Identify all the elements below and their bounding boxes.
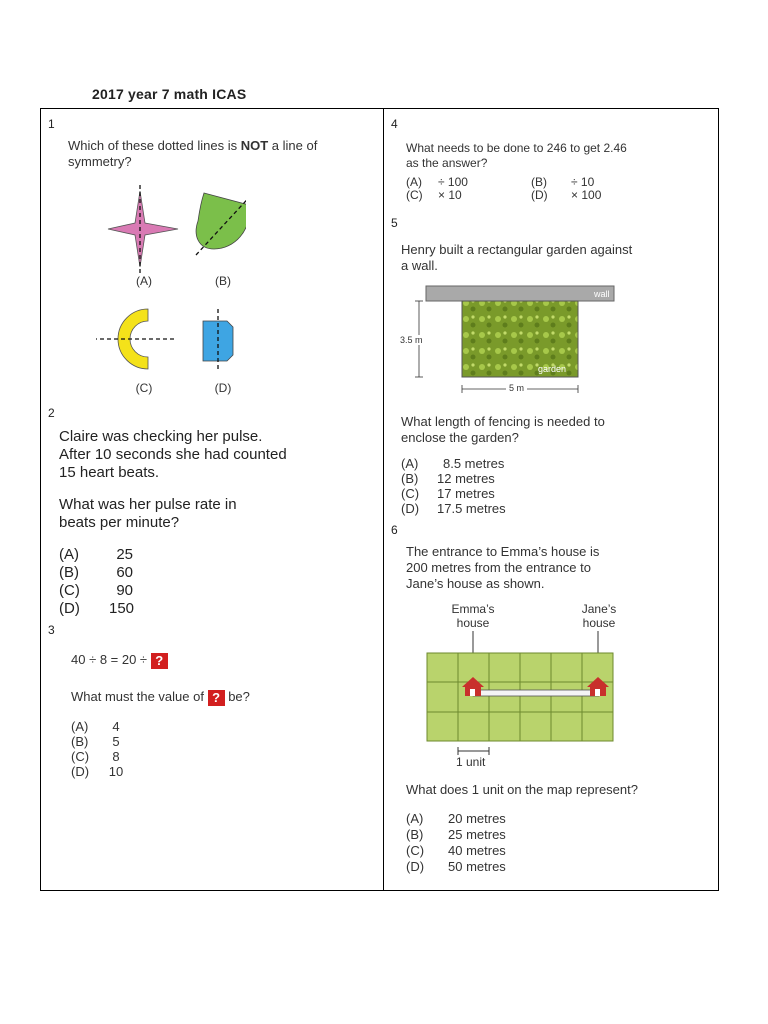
figure-d-square (203, 309, 233, 371)
figure-a-label: (A) (136, 274, 152, 288)
question-2-line: After 10 seconds she had counted (59, 446, 287, 463)
question-6-line: Jane’s house as shown. (406, 576, 545, 591)
question-2-line: Claire was checking her pulse. (59, 428, 263, 445)
option-b[interactable]: (B) 60 (59, 564, 133, 581)
question-2-text (59, 428, 359, 532)
option-d[interactable]: (D) 150 (59, 600, 135, 617)
page-title: 2017 year 7 math ICAS (92, 86, 247, 102)
road (473, 690, 599, 696)
figure-c-arc (96, 309, 176, 369)
question-5-question (401, 414, 711, 446)
question-1-text-post: a line of symmetry? (68, 138, 318, 169)
option-d[interactable]: (D) 10 (71, 764, 124, 779)
option-a[interactable]: (A) 20 metres (406, 811, 506, 826)
column-divider (383, 109, 384, 890)
question-3-text (71, 689, 250, 706)
option-c[interactable]: (C) 90 (59, 582, 133, 599)
question-5-options (401, 456, 506, 516)
question-2-line: beats per minute? (59, 514, 180, 531)
figure-b-leaf (196, 191, 246, 255)
question-2-line: What was her pulse rate in (59, 496, 237, 513)
question-mark-box: ? (151, 653, 168, 669)
emmas-house-label: Emma’s house (451, 602, 495, 630)
question-5-text (401, 242, 711, 274)
question-4-number: 4 (391, 117, 398, 131)
question-6-number: 6 (391, 523, 398, 537)
option-c[interactable]: (C) 8 (71, 749, 120, 764)
unit-label: 1 unit (456, 755, 486, 769)
option-b[interactable]: (B) ÷ 10 (531, 175, 595, 189)
question-6-line: The entrance to Emma’s house is (406, 544, 600, 559)
question-1-text (68, 138, 338, 170)
option-d[interactable]: (D) × 100 (531, 188, 602, 202)
question-2-options (59, 546, 133, 618)
question-3-text-pre: What must the value of (71, 689, 204, 704)
option-b[interactable]: (B) 25 metres (406, 827, 506, 842)
figure-d-label: (D) (214, 381, 232, 395)
question-3-equation (71, 652, 168, 669)
question-4-text (406, 141, 716, 171)
question-1-text-bold: NOT (240, 138, 269, 153)
question-4-line: as the answer? (406, 156, 488, 170)
symmetry-figures (96, 181, 246, 401)
question-6-line: 200 metres from the entrance to (406, 560, 591, 575)
option-a[interactable]: (A) 25 (59, 546, 133, 563)
janes-house-label: Jane’s house (581, 602, 617, 630)
option-a[interactable]: (A) 4 (71, 719, 120, 734)
question-6-text (406, 544, 716, 592)
option-d[interactable]: (D) 17.5 metres (401, 501, 506, 516)
question-2-line: 15 heart beats. (59, 464, 160, 481)
question-5-line: enclose the garden? (401, 430, 519, 445)
question-mark-box: ? (208, 690, 225, 706)
option-a[interactable]: (A) 8.5 metres (401, 456, 505, 471)
figure-a-star (108, 185, 178, 273)
question-4-line: What needs to be done to 246 to get 2.46 (406, 141, 627, 155)
option-b[interactable]: (B) 12 metres (401, 471, 495, 486)
figure-c-label: (C) (135, 381, 153, 395)
question-3-options (71, 719, 125, 779)
height-label: 3.5 m (400, 335, 423, 345)
equation-text: 40 ÷ 8 = 20 ÷ (71, 652, 148, 667)
option-c[interactable]: (C) × 10 (406, 188, 462, 202)
option-a[interactable]: (A) ÷ 100 (406, 175, 468, 189)
question-1-number: 1 (48, 117, 55, 131)
question-5-number: 5 (391, 216, 398, 230)
option-d[interactable]: (D) 50 metres (406, 859, 506, 874)
option-c[interactable]: (C) 40 metres (406, 843, 506, 858)
question-2-number: 2 (48, 406, 55, 420)
wall (426, 286, 614, 301)
question-1-text-pre: Which of these dotted lines is (68, 138, 241, 153)
question-3-number: 3 (48, 623, 55, 637)
question-3-text-post: be? (228, 689, 250, 704)
question-6-question: What does 1 unit on the map represent? (406, 782, 638, 797)
width-label: 5 m (506, 383, 527, 393)
garden-label: garden (538, 364, 567, 374)
question-5-line: Henry built a rectangular garden against (401, 242, 633, 257)
question-4-options (406, 176, 601, 202)
question-5-line: What length of fencing is needed to (401, 414, 605, 429)
worksheet-table (40, 108, 719, 891)
figure-b-label: (B) (215, 274, 231, 288)
map-diagram (421, 629, 636, 759)
option-b[interactable]: (B) 5 (71, 734, 120, 749)
question-6-options (406, 811, 506, 875)
question-5-line: a wall. (401, 258, 438, 273)
option-c[interactable]: (C) 17 metres (401, 486, 495, 501)
wall-label: wall (594, 289, 610, 299)
map-grid (427, 653, 613, 741)
